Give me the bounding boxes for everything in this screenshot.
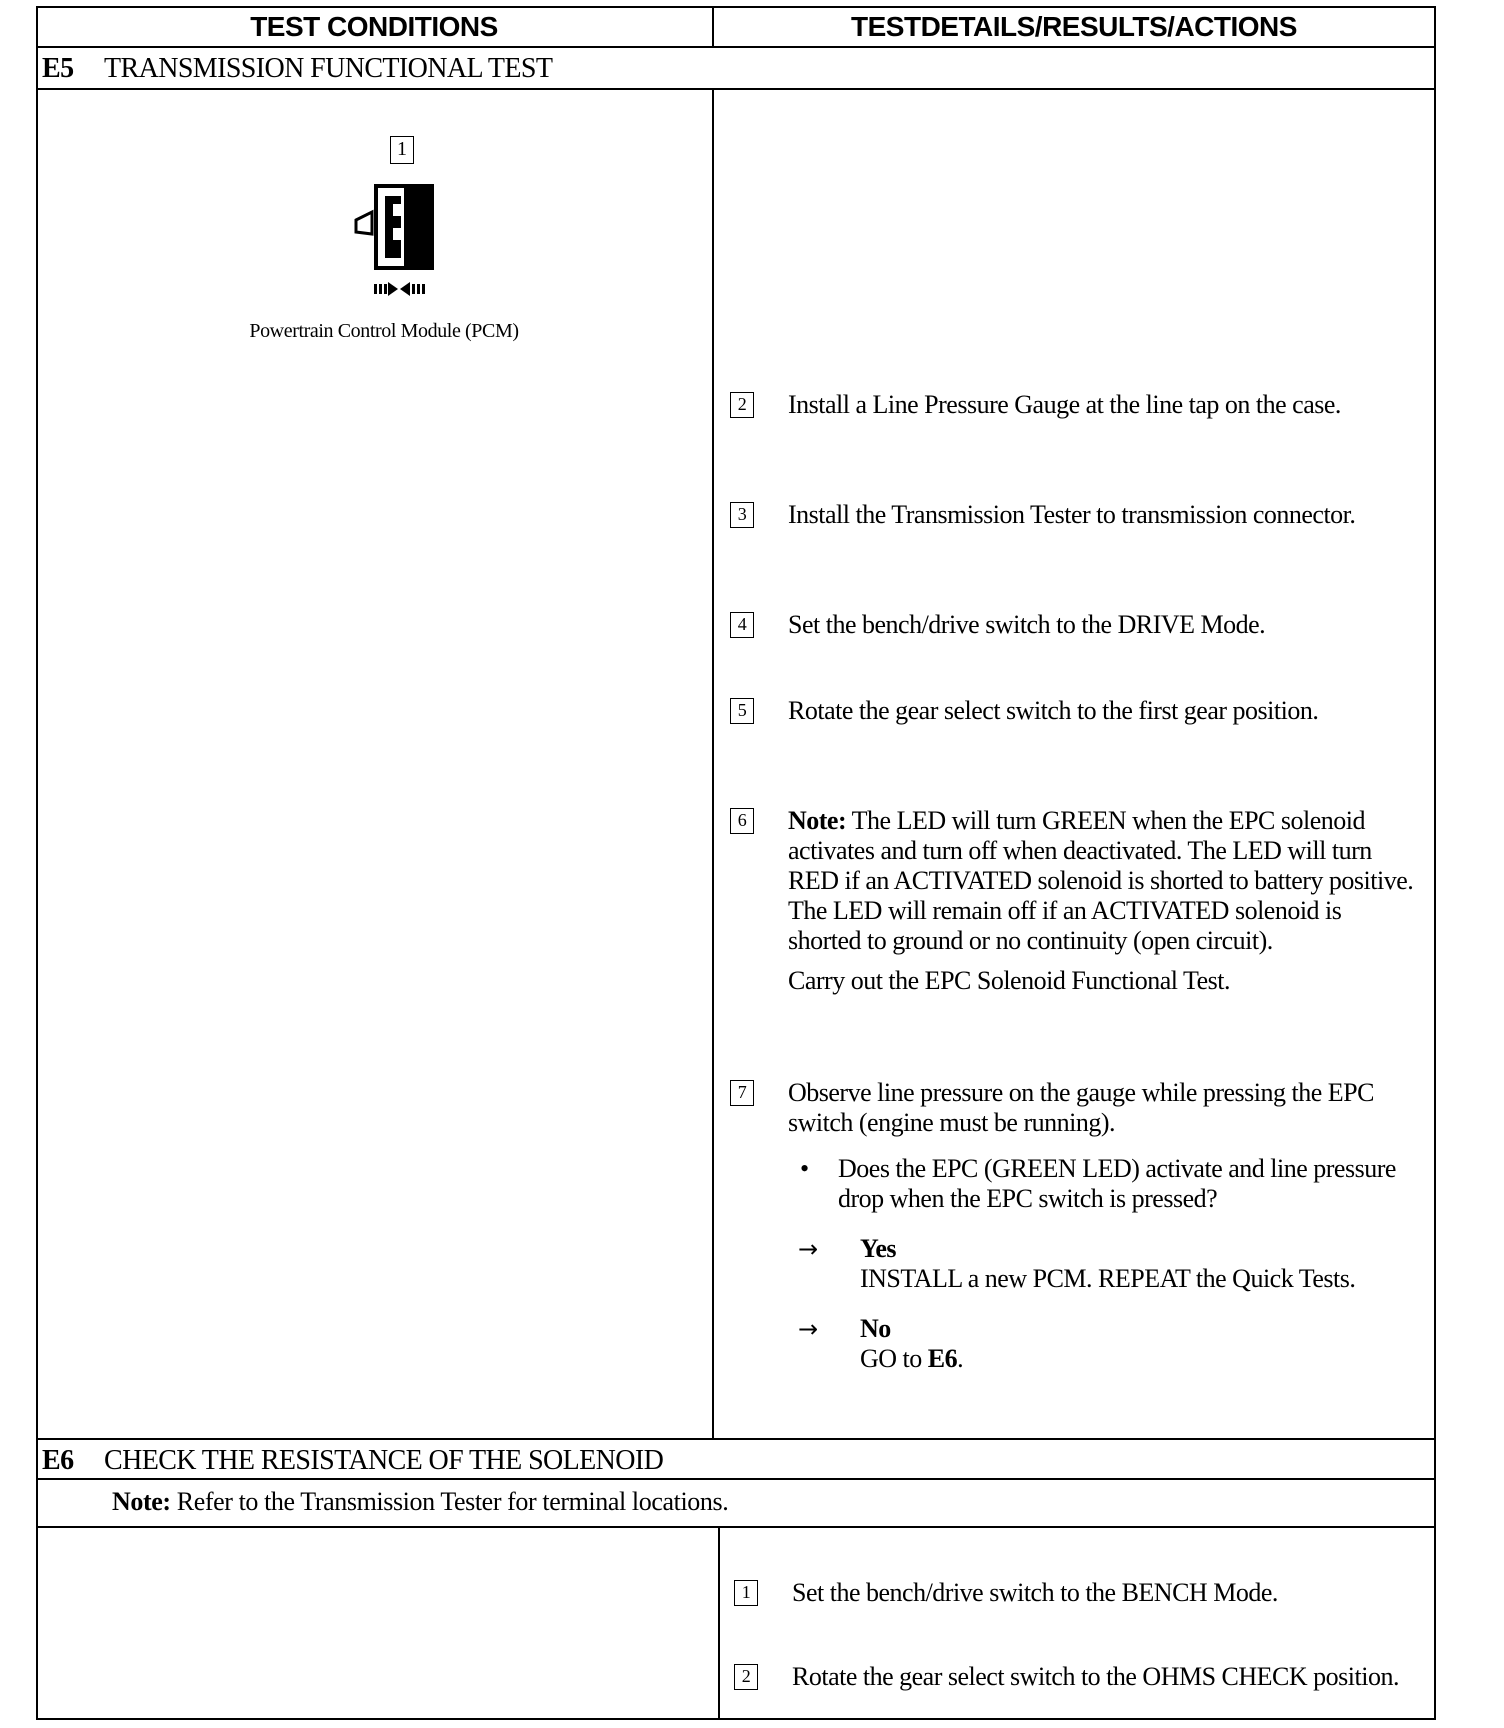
- step-text: Rotate the gear select switch to the first gear position.: [788, 696, 1319, 725]
- e6-title: CHECK THE RESISTANCE OF THE SOLENOID: [104, 1445, 664, 1476]
- step-number: 3: [730, 502, 754, 528]
- step-text: Install the Transmission Tester to transmission connector.: [788, 500, 1356, 529]
- note-text: Refer to the Transmission Tester for terminal locations.: [176, 1487, 729, 1516]
- e5-step-2: [730, 390, 1420, 420]
- table-right-border: [1434, 6, 1436, 1720]
- e5-title: TRANSMISSION FUNCTIONAL TEST: [104, 53, 553, 84]
- yes-label: Yes: [860, 1234, 897, 1263]
- e6-step-2: [734, 1662, 1424, 1692]
- pcm-figure: [306, 130, 506, 310]
- yes-text: INSTALL a new PCM. REPEAT the Quick Tests.: [860, 1264, 1356, 1293]
- e5-code: E5: [42, 53, 74, 84]
- table-bottom-border: [36, 1718, 1436, 1720]
- note-text: The LED will turn GREEN when the EPC solenoid activates and turn off when deactivated. The LED will turn RED if an ACTIVATED solenoid is shorted to battery positive. The LED will remain off if an ACTIVATED solenoid is shorted to ground or no continuity (open circuit).: [788, 806, 1414, 955]
- header-test-details: TESTDETAILS/RESULTS/ACTIONS: [851, 11, 1297, 42]
- e6-note-divider: [36, 1526, 1436, 1528]
- step-number: 4: [730, 612, 754, 638]
- no-branch: [798, 1314, 1420, 1374]
- step-note: [788, 806, 1420, 956]
- right-arrow-icon: →: [798, 1315, 818, 1343]
- step-text-2: Carry out the EPC Solenoid Functional Test.: [788, 966, 1231, 995]
- yes-branch: [798, 1234, 1420, 1294]
- e5-step-7: [730, 1078, 1420, 1374]
- no-end: .: [957, 1344, 964, 1373]
- e5-column-divider: [712, 88, 714, 1440]
- right-arrow-icon: →: [798, 1235, 818, 1263]
- pcm-connector-icon: [306, 170, 506, 340]
- step-text: Set the bench/drive switch to the BENCH Mode.: [792, 1578, 1278, 1607]
- e5-step-4: [730, 610, 1420, 640]
- no-ref[interactable]: E6: [927, 1344, 958, 1373]
- question-bullet: [800, 1154, 1420, 1214]
- step-number: 7: [730, 1080, 754, 1106]
- figure-number-box: 1: [390, 136, 414, 164]
- step-number: 2: [734, 1664, 758, 1690]
- e6-note: [112, 1482, 728, 1522]
- step-number: 6: [730, 808, 754, 834]
- e5-section-title: [36, 48, 552, 88]
- e5-step-3: [730, 500, 1420, 530]
- test-table: [36, 6, 1436, 1720]
- e5-step-6: [730, 806, 1420, 996]
- pcm-caption: Powertrain Control Module (PCM): [249, 320, 519, 342]
- e5-step-5: [730, 696, 1420, 726]
- header-test-conditions: TEST CONDITIONS: [250, 11, 498, 42]
- step-number: 2: [730, 392, 754, 418]
- e5-title-divider: [36, 88, 1436, 90]
- step-text: Rotate the gear select switch to the OHMS CHECK position.: [792, 1662, 1399, 1691]
- question-text: Does the EPC (GREEN LED) activate and line pressure drop when the EPC switch is pressed?: [838, 1154, 1396, 1213]
- note-label: Note:: [112, 1487, 171, 1516]
- step-number: 5: [730, 698, 754, 724]
- step-text: Install a Line Pressure Gauge at the line tap on the case.: [788, 390, 1341, 419]
- note-label: Note:: [788, 806, 847, 835]
- step-text: Set the bench/drive switch to the DRIVE Mode.: [788, 610, 1266, 639]
- bullet-dot: •: [800, 1154, 809, 1183]
- no-text: GO to: [860, 1344, 928, 1373]
- e6-code: E6: [42, 1445, 74, 1476]
- step-number: 1: [734, 1580, 758, 1606]
- e6-column-divider: [718, 1526, 720, 1720]
- e6-step-1: [734, 1578, 1424, 1608]
- step-text: Observe line pressure on the gauge while pressing the EPC switch (engine must be running).: [788, 1078, 1374, 1137]
- no-label: No: [860, 1314, 891, 1343]
- e6-section-title: [36, 1440, 663, 1480]
